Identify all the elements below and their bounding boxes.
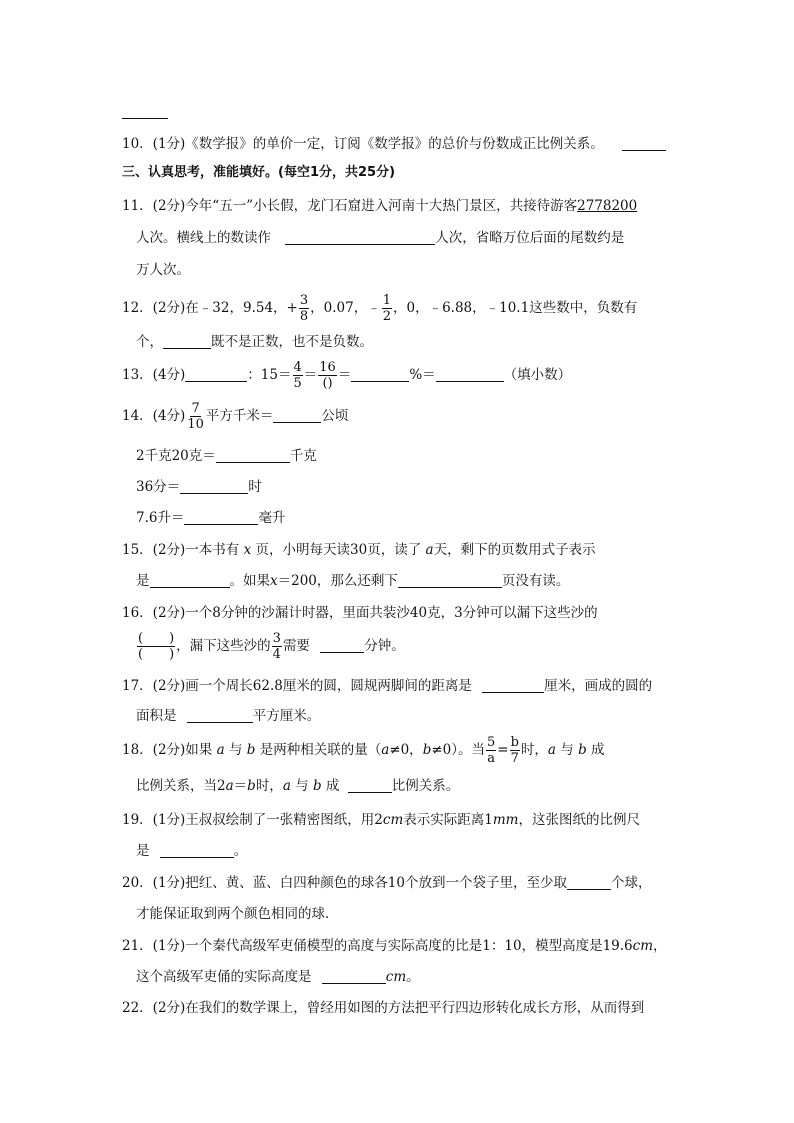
- variable: b: [422, 742, 432, 758]
- variable: b: [312, 778, 322, 794]
- variable: a: [216, 742, 225, 758]
- variable: b: [246, 742, 256, 758]
- unit: mm: [492, 812, 519, 828]
- variable: a: [225, 778, 234, 794]
- question-text: 与: [560, 742, 574, 758]
- answer-blank[interactable]: [273, 408, 321, 423]
- fraction: $\frac{1}{2}$: [382, 293, 391, 324]
- answer-blank[interactable]: [320, 638, 364, 653]
- question-text: 比例关系。: [391, 778, 460, 794]
- question-21-line-2: [136, 967, 420, 987]
- question-text: 个，: [136, 334, 163, 350]
- question-21: [122, 936, 667, 956]
- question-18: [122, 733, 605, 767]
- question-text: 既不是正数，也不是负数。: [211, 334, 373, 350]
- question-14-line-4: [136, 508, 285, 528]
- section-heading: 三、认真思考，准能填好。(每空1分，共25分): [122, 165, 396, 180]
- question-17-line-2: [136, 706, 320, 726]
- answer-blank[interactable]: [216, 448, 290, 463]
- answer-blank[interactable]: [150, 573, 230, 588]
- answer-blank[interactable]: [122, 118, 168, 119]
- answer-blank[interactable]: [184, 510, 258, 525]
- question-text: 14．(4分): [122, 408, 186, 424]
- answer-blank[interactable]: [187, 708, 253, 723]
- question-text: 7.6升＝: [136, 510, 185, 526]
- variable: b: [247, 778, 256, 794]
- question-text: 平方厘米。: [252, 708, 321, 724]
- question-text: ：15＝: [247, 367, 292, 383]
- question-15-line-2: [136, 571, 569, 591]
- question-text: ＝: [337, 367, 352, 383]
- question-text: 人次，省略万位后面的尾数约是: [435, 230, 625, 246]
- underlined-number: 2778200: [577, 198, 638, 214]
- question-text: =: [497, 742, 509, 758]
- fraction: $\frac{b}{7}$: [510, 735, 519, 766]
- question-text: 页，小明每天读30页，读了: [255, 542, 422, 558]
- question-text: ，这张图纸的比例尺: [518, 812, 640, 828]
- question-14-line-3: [136, 477, 262, 497]
- variable: a: [425, 542, 434, 558]
- question-12-line-2: [136, 332, 373, 352]
- question-text: 20．(1分)把红、黄、蓝、白四种颜色的球各10个放到一个袋子里，至少取: [122, 875, 567, 891]
- answer-blank[interactable]: [185, 367, 247, 382]
- question-text: 人次。横线上的数读作: [136, 230, 271, 246]
- question-text: 厘米，画成的圆的: [544, 678, 653, 694]
- question-text: 时，: [255, 778, 283, 794]
- question-19: [122, 810, 640, 830]
- question-text: 毫升: [258, 510, 286, 526]
- question-text: 时: [248, 479, 262, 495]
- question-14-line-2: [136, 446, 317, 466]
- variable: x: [243, 542, 252, 558]
- question-text: ，0.07，﹣: [310, 300, 381, 316]
- question-text: 是: [136, 573, 150, 589]
- question-text: ，漏下这些沙的: [176, 638, 271, 654]
- question-text: 22．(2分)在我们的数学课上，曾经用如图的方法把平行四边形转化成长方形，从而得到: [122, 1000, 645, 1016]
- answer-blank[interactable]: [482, 678, 544, 693]
- question-text: ≠0）。当: [431, 742, 485, 758]
- fraction-blank[interactable]: $\frac{( )}{( )}$: [138, 631, 175, 662]
- question-20-line-2: [136, 904, 339, 924]
- question-text: 比例关系，当2: [136, 778, 226, 794]
- question-18-line-2: [136, 776, 459, 796]
- question-text: 天，剩下的页数用式子表示: [433, 542, 596, 558]
- question-text: 是两种相关联的量（: [259, 742, 382, 758]
- answer-blank[interactable]: [567, 875, 611, 890]
- question-text: 与: [295, 778, 309, 794]
- question-text: 万人次。: [136, 262, 190, 278]
- answer-blank[interactable]: [163, 334, 211, 349]
- variable: a: [547, 742, 556, 758]
- question-15: [122, 540, 596, 560]
- question-11-line-2: [136, 228, 624, 248]
- unit: cm: [382, 812, 404, 828]
- fraction: $\frac{4}{5}$: [293, 360, 302, 391]
- question-text: 才能保证取到两个颜色相同的球．: [136, 906, 339, 922]
- question-text: 15．(2分)一本书有: [122, 542, 240, 558]
- question-22: [122, 998, 644, 1018]
- variable: a: [282, 778, 291, 794]
- question-text: ≠0，: [389, 742, 423, 758]
- fraction: $\frac{16}{()}$: [319, 360, 336, 391]
- question-19-line-2: [136, 841, 247, 861]
- question-text: 公顷: [321, 408, 349, 424]
- question-17: [122, 676, 652, 696]
- question-10: [122, 134, 666, 154]
- answer-blank[interactable]: [351, 367, 409, 382]
- question-text: 。: [406, 969, 420, 985]
- answer-blank[interactable]: [348, 778, 392, 793]
- question-text: %＝: [409, 367, 436, 383]
- question-text: 面积是: [136, 708, 177, 724]
- answer-blank[interactable]: [322, 969, 386, 984]
- question-13: [122, 358, 571, 392]
- unit: cm: [385, 969, 407, 985]
- answer-blank[interactable]: [436, 367, 504, 382]
- answer-blank[interactable]: [160, 843, 234, 858]
- question-text: 12．(2分)在﹣32，9.54，+: [122, 300, 298, 316]
- fraction: $\frac{7}{10}$: [187, 401, 204, 432]
- question-text: 页没有读。: [501, 573, 570, 589]
- fraction: $\frac{3}{4}$: [272, 631, 281, 662]
- question-text: 13．(4分): [122, 367, 186, 383]
- question-text: 10．(1分)《数学报》的单价一定，订阅《数学报》的总价与份数成正比例关系。: [122, 136, 604, 152]
- variable: a: [381, 742, 390, 758]
- question-text: ，: [653, 938, 667, 954]
- question-text: 个球，: [610, 875, 652, 891]
- question-text: 17．(2分)画一个周长62.8厘米的圆，圆规两脚间的距离是: [122, 678, 472, 694]
- question-text: 平方千米＝: [205, 408, 274, 424]
- question-12: [122, 291, 637, 325]
- question-text: 16．(2分)一个8分钟的沙漏计时器，里面共装沙40克，3分钟可以漏下这些沙的: [122, 605, 598, 621]
- question-text: 。如果: [229, 573, 270, 589]
- question-text: 时，: [520, 742, 548, 758]
- question-text: 千克: [289, 448, 317, 464]
- question-text: 成: [325, 778, 340, 794]
- answer-blank[interactable]: [285, 230, 435, 245]
- unit: cm: [632, 938, 654, 954]
- variable: b: [578, 742, 587, 758]
- question-20: [122, 873, 651, 893]
- question-text: （填小数）: [503, 367, 572, 383]
- answer-blank[interactable]: [398, 573, 502, 588]
- question-text: 这个高级军吏俑的实际高度是: [136, 969, 312, 985]
- question-text: 2千克20克＝: [136, 448, 216, 464]
- question-text: 成: [591, 742, 605, 758]
- question-text: 是: [136, 843, 150, 859]
- question-text: 36分＝: [136, 479, 181, 495]
- question-16-line-2: [136, 628, 405, 664]
- question-text: 与: [228, 742, 243, 758]
- question-16: [122, 603, 598, 623]
- question-text: ＝: [233, 778, 248, 794]
- question-text: ，0，﹣6.88，﹣10.1这些数中，负数有: [392, 300, 638, 316]
- question-text: 18．(2分)如果: [122, 742, 213, 758]
- question-text: 需要: [282, 638, 310, 654]
- question-text: 19．(1分)王叔叔绘制了一张精密图纸，用2: [122, 812, 383, 828]
- question-text: 。: [233, 843, 248, 859]
- variable: x: [270, 573, 278, 589]
- fraction: $\frac{5}{a}$: [487, 735, 496, 766]
- question-11-line-3: [136, 260, 190, 280]
- answer-blank[interactable]: [622, 136, 666, 151]
- question-text: 21．(1分)一个秦代高级军吏俑模型的高度与实际高度的比是1：10，模型高度是19.6: [122, 938, 633, 954]
- question-text: 表示实际距离1: [403, 812, 493, 828]
- question-text: 11．(2分)今年“五一”小长假，龙门石窟进入河南十大热门景区，共接待游客: [122, 198, 578, 214]
- question-text: ＝200，那么还剩下: [277, 573, 398, 589]
- question-text: 分钟。: [364, 638, 405, 654]
- fraction: $\frac{3}{8}$: [299, 293, 309, 324]
- question-11: [122, 196, 637, 216]
- question-14: [122, 399, 348, 433]
- question-text: ＝: [303, 367, 318, 383]
- answer-blank[interactable]: [180, 479, 248, 494]
